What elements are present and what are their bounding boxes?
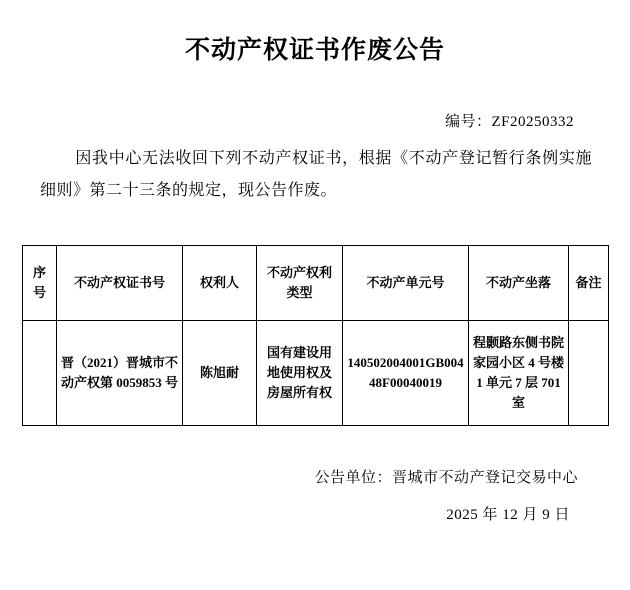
column-header-seq: 序号 — [23, 246, 57, 321]
column-header-unit-no: 不动产单元号 — [343, 246, 469, 321]
document-number — [22, 110, 608, 131]
column-header-cert-no: 不动产权证书号 — [57, 246, 183, 321]
column-header-location: 不动产坐落 — [469, 246, 569, 321]
issue-date: 2025 年 12 月 9 日 — [446, 507, 570, 523]
real-estate-certificate-table — [22, 245, 609, 426]
table-row — [23, 321, 609, 426]
issuing-organization: 公告单位：晋城市不动产登记交易中心 — [314, 470, 578, 486]
cell-note — [569, 321, 609, 426]
announcement-page — [0, 36, 630, 590]
cell-cert-no: 晋（2021）晋城市不动产权第 0059853 号 — [57, 321, 183, 426]
cell-seq — [23, 321, 57, 426]
column-header-right-type: 不动产权利类型 — [257, 246, 343, 321]
cell-right-type: 国有建设用地使用权及房屋所有权 — [257, 321, 343, 426]
page-title: 不动产权证书作废公告 — [184, 37, 445, 64]
cell-unit-no: 140502004001GB00448F00040019 — [343, 321, 469, 426]
cell-owner: 陈旭耐 — [183, 321, 257, 426]
column-header-owner: 权利人 — [183, 246, 257, 321]
announcement-body — [22, 143, 608, 207]
document-number-label: 编号： — [444, 114, 492, 130]
table-header-row — [23, 246, 609, 321]
document-number-value: ZF20250332 — [491, 114, 574, 130]
announcement-paragraph: 因我中心无法收回下列不动产权证书，根据《不动产登记暂行条例实施细则》第二十三条的规定，现公告作废。 — [40, 150, 592, 199]
column-header-note: 备注 — [569, 246, 609, 321]
cell-location: 程颢路东侧书院家园小区 4 号楼 1 单元 7 层 701 室 — [469, 321, 569, 426]
